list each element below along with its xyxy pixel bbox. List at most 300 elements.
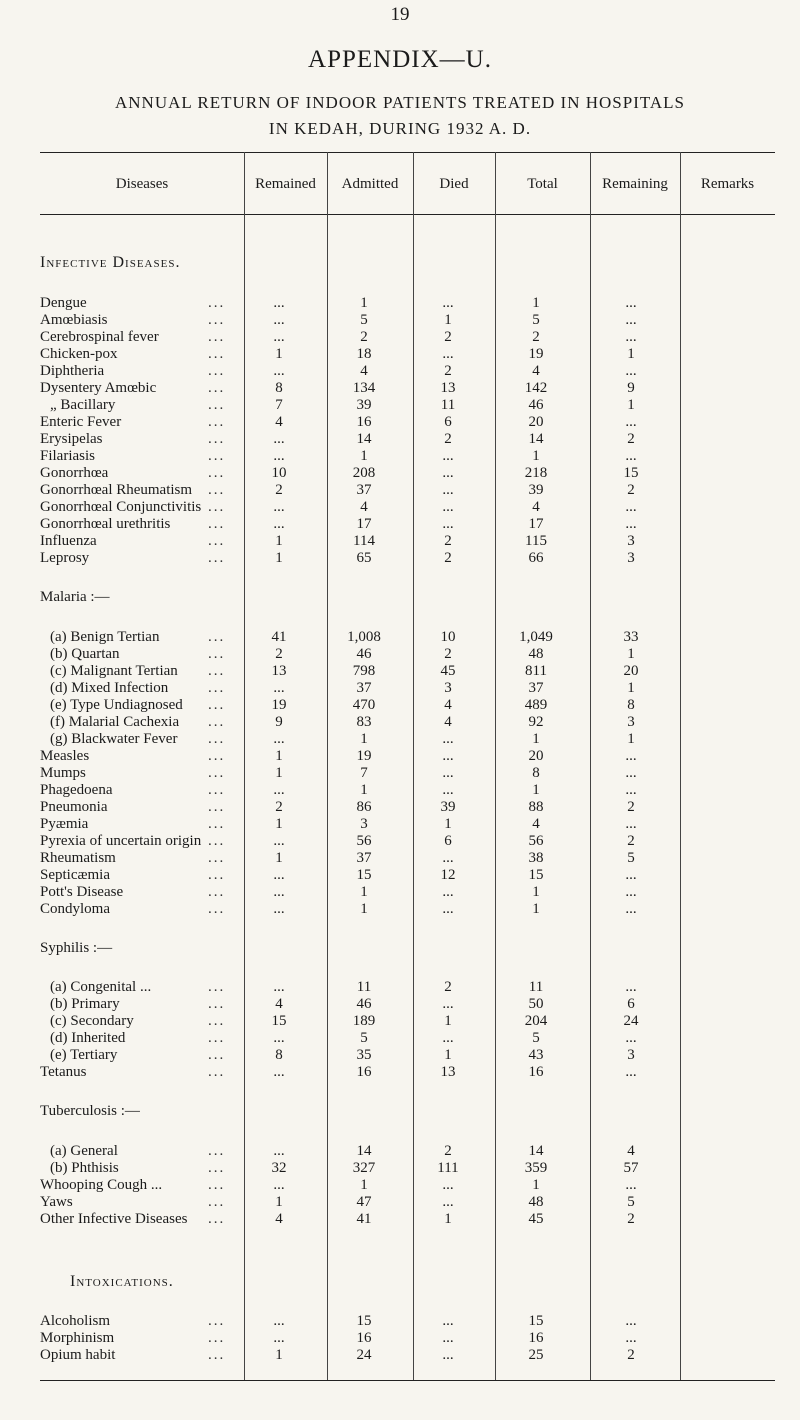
admitted-cell: 4	[360, 499, 368, 515]
died-cell: 111	[437, 1160, 459, 1176]
leader-dots: ...	[208, 482, 226, 498]
remained-cell: 1	[275, 346, 283, 362]
died-cell: ...	[442, 996, 454, 1012]
remaining-cell: 6	[627, 996, 635, 1012]
admitted-cell: 37	[356, 850, 372, 866]
leader-dots: ...	[208, 465, 226, 481]
remained-cell: ...	[273, 833, 285, 849]
leader-dots: ...	[208, 550, 226, 566]
disease-label: Opium habit	[40, 1347, 116, 1363]
died-cell: 1	[444, 1211, 452, 1227]
admitted-cell: 46	[356, 996, 372, 1012]
died-cell: 4	[444, 714, 452, 730]
total-cell: 48	[528, 646, 544, 662]
leader-dots: ...	[208, 731, 226, 747]
leader-dots: ...	[208, 748, 226, 764]
died-cell: ...	[442, 1194, 454, 1210]
died-cell: ...	[442, 782, 454, 798]
disease-label: Pott's Disease	[40, 884, 124, 900]
admitted-cell: 14	[356, 431, 372, 447]
disease-label: (b) Phthisis	[50, 1160, 119, 1176]
disease-label: Diphtheria	[40, 363, 105, 379]
total-cell: 4	[532, 363, 540, 379]
died-cell: ...	[442, 1313, 454, 1329]
admitted-cell: 4	[360, 363, 368, 379]
remained-cell: ...	[273, 516, 285, 532]
remained-cell: ...	[273, 782, 285, 798]
table-caption-line1: ANNUAL RETURN OF INDOOR PATIENTS TREATED IN HOSPITALS	[115, 93, 685, 112]
total-cell: 2	[532, 329, 540, 345]
column-header-admitted: Admitted	[341, 176, 399, 192]
total-cell: 50	[528, 996, 544, 1012]
died-cell: 2	[444, 363, 452, 379]
admitted-cell: 114	[353, 533, 375, 549]
remaining-cell: 1	[627, 646, 635, 662]
remained-cell: 1	[275, 748, 283, 764]
leader-dots: ...	[208, 850, 226, 866]
disease-label: Dysentery Amœbic	[40, 380, 157, 396]
remaining-cell: ...	[625, 867, 637, 883]
remaining-cell: 2	[627, 799, 635, 815]
died-cell: ...	[442, 295, 454, 311]
died-cell: 12	[440, 867, 456, 883]
leader-dots: ...	[208, 431, 226, 447]
admitted-cell: 1	[360, 295, 368, 311]
column-divider	[495, 152, 496, 1380]
admitted-cell: 37	[356, 680, 372, 696]
leader-dots: ...	[208, 697, 226, 713]
remained-cell: 1	[275, 850, 283, 866]
remaining-cell: 5	[627, 850, 635, 866]
died-cell: ...	[442, 448, 454, 464]
total-cell: 1	[532, 731, 540, 747]
remained-cell: ...	[273, 1064, 285, 1080]
disease-label: Tetanus	[40, 1064, 87, 1080]
column-divider	[327, 152, 328, 1380]
leader-dots: ...	[208, 363, 226, 379]
admitted-cell: 1	[360, 884, 368, 900]
admitted-cell: 39	[356, 397, 372, 413]
admitted-cell: 18	[356, 346, 372, 362]
total-cell: 39	[528, 482, 544, 498]
leader-dots: ...	[208, 533, 226, 549]
remained-cell: ...	[273, 1143, 285, 1159]
total-cell: 8	[532, 765, 540, 781]
disease-label: Influenza	[40, 533, 97, 549]
admitted-cell: 1	[360, 731, 368, 747]
remaining-cell: ...	[625, 782, 637, 798]
died-cell: ...	[442, 346, 454, 362]
remained-cell: ...	[273, 1313, 285, 1329]
died-cell: ...	[442, 1030, 454, 1046]
disease-label: Measles	[40, 748, 90, 764]
remained-cell: 7	[275, 397, 283, 413]
admitted-cell: 5	[360, 1030, 368, 1046]
header-rule	[40, 214, 775, 215]
section-heading: Intoxications.	[70, 1273, 174, 1290]
died-cell: 1	[444, 1013, 452, 1029]
remained-cell: 32	[271, 1160, 287, 1176]
remaining-cell: ...	[625, 979, 637, 995]
section-heading: Malaria :—	[40, 589, 110, 605]
leader-dots: ...	[208, 1211, 226, 1227]
total-cell: 1	[532, 782, 540, 798]
died-cell: 1	[444, 816, 452, 832]
disease-label: (d) Inherited	[50, 1030, 126, 1046]
remained-cell: ...	[273, 867, 285, 883]
total-cell: 204	[524, 1013, 548, 1029]
remained-cell: ...	[273, 979, 285, 995]
disease-label: Gonorrhœal urethritis	[40, 516, 171, 532]
admitted-cell: 2	[360, 329, 368, 345]
remaining-cell: ...	[625, 295, 637, 311]
remained-cell: 10	[271, 465, 287, 481]
total-cell: 5	[532, 312, 540, 328]
admitted-cell: 15	[356, 1313, 372, 1329]
remaining-cell: ...	[625, 499, 637, 515]
died-cell: ...	[442, 499, 454, 515]
total-cell: 1	[532, 448, 540, 464]
remained-cell: 2	[275, 799, 283, 815]
died-cell: ...	[442, 731, 454, 747]
remaining-cell: ...	[625, 414, 637, 430]
died-cell: 4	[444, 697, 452, 713]
died-cell: 3	[444, 680, 452, 696]
total-cell: 19	[528, 346, 544, 362]
admitted-cell: 37	[356, 482, 372, 498]
died-cell: ...	[442, 1347, 454, 1363]
remained-cell: ...	[273, 448, 285, 464]
leader-dots: ...	[208, 782, 226, 798]
total-cell: 1	[532, 1177, 540, 1193]
column-header-remarks: Remarks	[700, 176, 755, 192]
remaining-cell: ...	[625, 1030, 637, 1046]
disease-label: (a) Congenital ...	[50, 979, 152, 995]
leader-dots: ...	[208, 765, 226, 781]
remaining-cell: ...	[625, 516, 637, 532]
total-cell: 359	[524, 1160, 548, 1176]
table-caption-line2: IN KEDAH, DURING 1932 A. D.	[268, 119, 532, 138]
died-cell: ...	[442, 1330, 454, 1346]
disease-label: Alcoholism	[40, 1313, 110, 1329]
remaining-cell: ...	[625, 765, 637, 781]
disease-label: Cerebrospinal fever	[40, 329, 159, 345]
remaining-cell: 3	[627, 714, 635, 730]
total-cell: 15	[528, 867, 544, 883]
remaining-cell: 1	[627, 680, 635, 696]
disease-label: (g) Blackwater Fever	[50, 731, 178, 747]
leader-dots: ...	[208, 816, 226, 832]
remaining-cell: ...	[625, 448, 637, 464]
remained-cell: 2	[275, 646, 283, 662]
leader-dots: ...	[208, 1143, 226, 1159]
leader-dots: ...	[208, 1013, 226, 1029]
leader-dots: ...	[208, 799, 226, 815]
column-divider	[590, 152, 591, 1380]
total-cell: 14	[528, 431, 544, 447]
died-cell: 13	[440, 1064, 456, 1080]
admitted-cell: 47	[356, 1194, 372, 1210]
leader-dots: ...	[208, 833, 226, 849]
leader-dots: ...	[208, 448, 226, 464]
remaining-cell: 5	[627, 1194, 635, 1210]
disease-label: Rheumatism	[40, 850, 116, 866]
disease-label: Whooping Cough ...	[40, 1177, 163, 1193]
remained-cell: ...	[273, 1330, 285, 1346]
remaining-cell: ...	[625, 363, 637, 379]
leader-dots: ...	[208, 380, 226, 396]
leader-dots: ...	[208, 1194, 226, 1210]
leader-dots: ...	[208, 1177, 226, 1193]
total-cell: 88	[528, 799, 544, 815]
total-cell: 1	[532, 901, 540, 917]
died-cell: 1	[444, 312, 452, 328]
total-cell: 66	[528, 550, 544, 566]
leader-dots: ...	[208, 1160, 226, 1176]
leader-dots: ...	[208, 1347, 226, 1363]
admitted-cell: 86	[356, 799, 372, 815]
remaining-cell: ...	[625, 1313, 637, 1329]
leader-dots: ...	[208, 1047, 226, 1063]
remained-cell: 4	[275, 1211, 283, 1227]
total-cell: 11	[528, 979, 544, 995]
admitted-cell: 1	[360, 901, 368, 917]
remaining-cell: ...	[625, 901, 637, 917]
remaining-cell: 9	[627, 380, 635, 396]
total-cell: 4	[532, 499, 540, 515]
remained-cell: 4	[275, 996, 283, 1012]
remained-cell: 2	[275, 482, 283, 498]
disease-label: Other Infective Diseases	[40, 1211, 188, 1227]
total-cell: 46	[528, 397, 544, 413]
total-cell: 14	[528, 1143, 544, 1159]
total-cell: 1	[532, 884, 540, 900]
admitted-cell: 16	[356, 414, 372, 430]
total-cell: 489	[524, 697, 548, 713]
admitted-cell: 327	[352, 1160, 376, 1176]
remaining-cell: 33	[623, 629, 639, 645]
admitted-cell: 24	[356, 1347, 372, 1363]
page-number: 19	[390, 4, 410, 25]
disease-label: Enteric Fever	[40, 414, 122, 430]
total-cell: 811	[525, 663, 547, 679]
leader-dots: ...	[208, 397, 226, 413]
column-divider	[413, 152, 414, 1380]
admitted-cell: 83	[356, 714, 372, 730]
remaining-cell: 2	[627, 1347, 635, 1363]
admitted-cell: 3	[360, 816, 368, 832]
disease-label: (e) Tertiary	[50, 1047, 118, 1063]
column-divider	[244, 152, 245, 1380]
disease-label: Mumps	[40, 765, 86, 781]
died-cell: 13	[440, 380, 456, 396]
leader-dots: ...	[208, 414, 226, 430]
admitted-cell: 1	[360, 1177, 368, 1193]
remaining-cell: 3	[627, 550, 635, 566]
admitted-cell: 46	[356, 646, 372, 662]
disease-label: (d) Mixed Infection	[50, 680, 169, 696]
remained-cell: 1	[275, 550, 283, 566]
remaining-cell: 15	[623, 465, 639, 481]
remaining-cell: 1	[627, 397, 635, 413]
table-bottom-rule	[40, 1380, 775, 1381]
remaining-cell: 2	[627, 833, 635, 849]
page-title: APPENDIX—U.	[308, 46, 492, 73]
disease-label: Condyloma	[40, 901, 110, 917]
remaining-cell: ...	[625, 1177, 637, 1193]
disease-label: „ Bacillary	[50, 397, 116, 413]
total-cell: 17	[528, 516, 544, 532]
total-cell: 48	[528, 1194, 544, 1210]
disease-label: Gonorrhœal Rheumatism	[40, 482, 193, 498]
remaining-cell: 1	[627, 731, 635, 747]
leader-dots: ...	[208, 295, 226, 311]
column-header-died: Died	[439, 176, 469, 192]
leader-dots: ...	[208, 714, 226, 730]
died-cell: ...	[442, 482, 454, 498]
leader-dots: ...	[208, 979, 226, 995]
remained-cell: ...	[273, 1177, 285, 1193]
remained-cell: 8	[275, 380, 283, 396]
leader-dots: ...	[208, 884, 226, 900]
disease-label: (a) Benign Tertian	[50, 629, 160, 645]
died-cell: 2	[444, 646, 452, 662]
admitted-cell: 15	[356, 867, 372, 883]
died-cell: 2	[444, 550, 452, 566]
remained-cell: 41	[271, 629, 287, 645]
leader-dots: ...	[208, 680, 226, 696]
leader-dots: ...	[208, 901, 226, 917]
disease-label: Leprosy	[40, 550, 90, 566]
remaining-cell: 20	[623, 663, 639, 679]
remaining-cell: ...	[625, 1330, 637, 1346]
table-top-rule	[40, 152, 775, 153]
admitted-cell: 41	[356, 1211, 372, 1227]
leader-dots: ...	[208, 663, 226, 679]
died-cell: ...	[442, 884, 454, 900]
total-cell: 56	[528, 833, 544, 849]
leader-dots: ...	[208, 346, 226, 362]
total-cell: 218	[524, 465, 548, 481]
remaining-cell: ...	[625, 312, 637, 328]
total-cell: 38	[528, 850, 544, 866]
admitted-cell: 470	[352, 697, 376, 713]
died-cell: 2	[444, 431, 452, 447]
disease-label: (f) Malarial Cachexia	[50, 714, 180, 730]
column-header-remaining: Remaining	[602, 176, 668, 192]
disease-label: (e) Type Undiagnosed	[50, 697, 183, 713]
died-cell: 1	[444, 1047, 452, 1063]
total-cell: 1,049	[519, 629, 553, 645]
died-cell: 2	[444, 533, 452, 549]
disease-label: Chicken-pox	[40, 346, 118, 362]
admitted-cell: 798	[352, 663, 376, 679]
remained-cell: ...	[273, 901, 285, 917]
leader-dots: ...	[208, 629, 226, 645]
section-heading: Syphilis :—	[40, 940, 113, 956]
remaining-cell: ...	[625, 1064, 637, 1080]
remained-cell: 1	[275, 1347, 283, 1363]
admitted-cell: 208	[352, 465, 376, 481]
admitted-cell: 16	[356, 1064, 372, 1080]
remained-cell: 4	[275, 414, 283, 430]
died-cell: 2	[444, 1143, 452, 1159]
disease-label: Filariasis	[40, 448, 95, 464]
disease-label: Erysipelas	[40, 431, 103, 447]
total-cell: 115	[525, 533, 547, 549]
remained-cell: ...	[273, 295, 285, 311]
column-divider	[680, 152, 681, 1380]
remained-cell: ...	[273, 884, 285, 900]
admitted-cell: 11	[356, 979, 372, 995]
died-cell: 2	[444, 979, 452, 995]
leader-dots: ...	[208, 312, 226, 328]
died-cell: 11	[440, 397, 456, 413]
disease-label: Pneumonia	[40, 799, 108, 815]
remaining-cell: 2	[627, 482, 635, 498]
total-cell: 4	[532, 816, 540, 832]
leader-dots: ...	[208, 329, 226, 345]
remained-cell: ...	[273, 431, 285, 447]
total-cell: 142	[524, 380, 548, 396]
column-header-total: Total	[527, 176, 558, 192]
remained-cell: ...	[273, 363, 285, 379]
admitted-cell: 65	[356, 550, 372, 566]
remaining-cell: 24	[623, 1013, 639, 1029]
disease-label: (b) Primary	[50, 996, 120, 1012]
section-heading: Infective Diseases.	[40, 254, 181, 271]
died-cell: ...	[442, 748, 454, 764]
total-cell: 20	[528, 748, 544, 764]
remaining-cell: 2	[627, 1211, 635, 1227]
admitted-cell: 17	[356, 516, 372, 532]
remaining-cell: 3	[627, 533, 635, 549]
column-header-diseases: Diseases	[115, 176, 169, 192]
admitted-cell: 56	[356, 833, 372, 849]
died-cell: 2	[444, 329, 452, 345]
leader-dots: ...	[208, 499, 226, 515]
died-cell: 10	[440, 629, 456, 645]
died-cell: 6	[444, 833, 452, 849]
remained-cell: 19	[271, 697, 287, 713]
disease-label: Morphinism	[40, 1330, 115, 1346]
total-cell: 43	[528, 1047, 544, 1063]
remained-cell: ...	[273, 499, 285, 515]
total-cell: 16	[528, 1330, 544, 1346]
remained-cell: 8	[275, 1047, 283, 1063]
disease-label: Pyrexia of uncertain origin	[40, 833, 202, 849]
remaining-cell: ...	[625, 816, 637, 832]
remained-cell: 1	[275, 816, 283, 832]
disease-label: Gonorrhœa	[40, 465, 109, 481]
disease-label: (c) Malignant Tertian	[50, 663, 178, 679]
remained-cell: ...	[273, 329, 285, 345]
disease-label: Gonorrhœal Conjunctivitis	[40, 499, 202, 515]
admitted-cell: 35	[356, 1047, 372, 1063]
remaining-cell: 2	[627, 431, 635, 447]
total-cell: 92	[528, 714, 544, 730]
total-cell: 1	[532, 295, 540, 311]
leader-dots: ...	[208, 867, 226, 883]
admitted-cell: 134	[352, 380, 376, 396]
disease-label: Phagedoena	[40, 782, 113, 798]
remained-cell: ...	[273, 731, 285, 747]
remaining-cell: ...	[625, 748, 637, 764]
admitted-cell: 1	[360, 782, 368, 798]
total-cell: 45	[528, 1211, 544, 1227]
disease-label: (b) Quartan	[50, 646, 120, 662]
remained-cell: ...	[273, 312, 285, 328]
